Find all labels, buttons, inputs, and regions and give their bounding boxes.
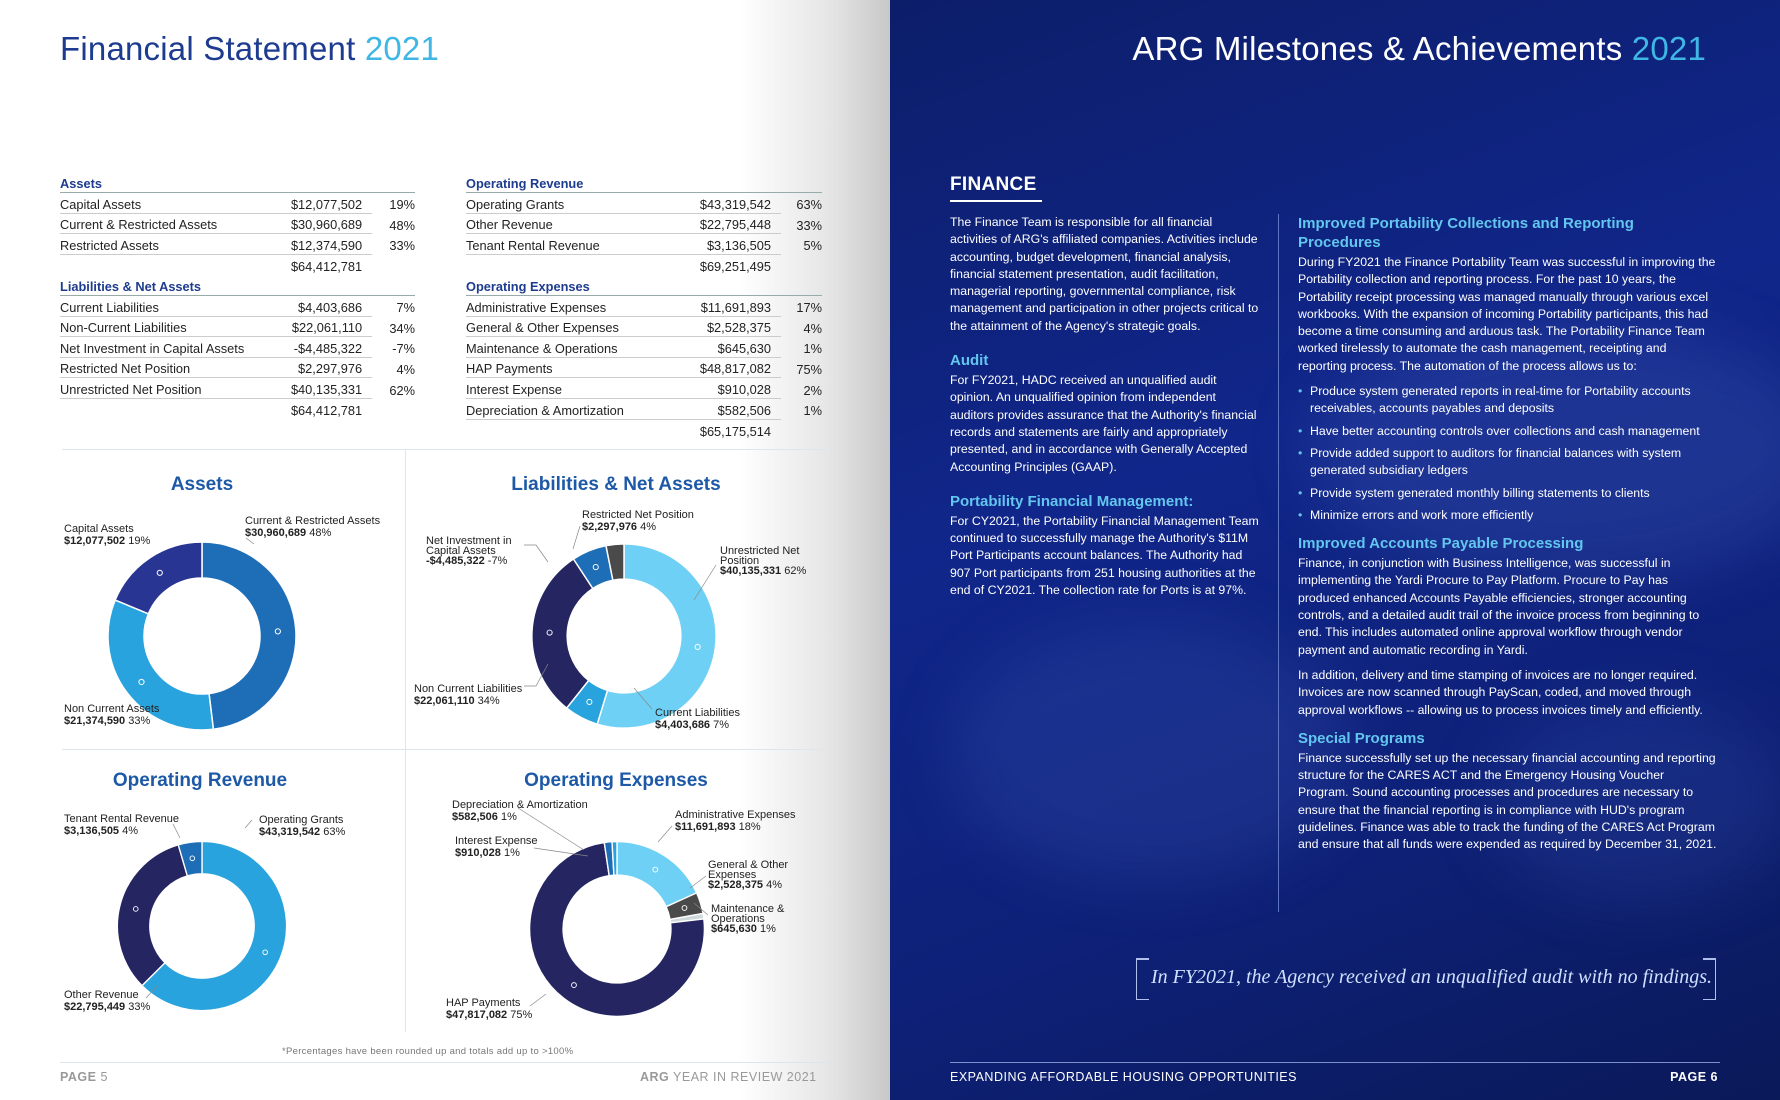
row-label: Other Revenue [466,213,698,234]
row-label: Restricted Net Position [60,357,291,378]
audit-heading: Audit [950,352,989,370]
row-label: General & Other Expenses [466,316,698,337]
page-title-text: ARG Milestones & Achievements [1132,30,1623,67]
label-maintenance-operations: Maintenance & Operations $645,630 1% [711,903,785,935]
leader-line [524,545,548,562]
row-value: $12,374,590 [291,234,372,255]
table-header: Operating Revenue [466,172,822,193]
row-value: $40,135,331 [291,378,372,399]
footer-rule [60,1062,830,1063]
improved-portability-paragraph: During FY2021 the Finance Portability Team was successful in improving the Portability collection and reporting process. For the past 10 years, the Portability receipt processing was managed manually through various excel workbooks. With the expansion of incoming Portability participants, this had become a time consuming and arduous task. The Portability Finance Team worked tirelessly to automate the cash management, receipting and reporting process. The automation of the process allows us to: [1298,255,1716,373]
bullet-item: • Provide system generated monthly billing statements to clients [1298,485,1718,502]
footer-page-number: PAGE 6 [1670,1070,1718,1084]
row-percent: 17% [796,300,822,316]
row-value: $910,028 [698,378,781,399]
label-non-current-liabilities: Non Current Liabilities $22,061,110 34% [414,683,523,707]
page-title-right [1132,30,1706,68]
column-divider [1278,214,1279,912]
label-unrestricted-net-position: Unrestricted Net Position $40,135,331 62% [720,545,807,577]
automation-bullet-list [1298,383,1718,524]
leader-line [658,826,672,842]
row-total: $64,412,781 [290,403,363,419]
row-label: Capital Assets [60,193,291,214]
bullet-item: • Have better accounting controls over collections and cash management [1298,423,1718,440]
row-label: HAP Payments [466,357,698,378]
row-value: $2,297,976 [291,357,372,378]
leader-line [524,664,548,686]
row-value: $43,319,542 [698,193,781,214]
portability-paragraph: For CY2021, the Portability Financial Management Team continued to successfully manage the Authority's $11M Port Participants account balances. The Authority had 907 Port participants from 251 housing authorities at the end of CY2021. The collection rate for Ports is at 97%. [950,513,1259,598]
row-label: Net Investment in Capital Assets [60,337,291,358]
row-label: Current & Restricted Assets [60,213,291,234]
row-value: $3,136,505 [698,234,781,255]
label-current-liabilities: Current Liabilities $4,403,686 7% [655,707,740,731]
row-percent: 4% [803,320,822,336]
row-percent: 7% [396,300,415,316]
row-label: Tenant Rental Revenue [466,234,698,255]
footer-page-number: PAGE 5 [60,1070,108,1084]
row-label: Restricted Assets [60,234,291,255]
row-label: Administrative Expenses [466,296,698,317]
row-label: Unrestricted Net Position [60,378,291,399]
page-title-text: Financial Statement [60,30,356,67]
row-percent: 4% [396,361,415,377]
row-percent: 75% [796,361,822,377]
row-value: $2,528,375 [698,316,781,337]
leader-line [694,565,716,600]
row-value: $22,061,110 [291,316,372,337]
chart-title-expenses: Operating Expenses [524,770,708,791]
row-percent: 34% [389,320,415,336]
special-programs-heading: Special Programs [1298,729,1425,747]
label-restricted-net-position: Restricted Net Position $2,297,976 4% [582,509,694,533]
row-label: Maintenance & Operations [466,337,698,358]
ap-paragraph-2: In addition, delivery and time stamping of invoices are no longer required. Invoices are now scanned through PayScan, coded, and moved through approval workflows -- allowing us to process invoices timely and efficiently. [1298,667,1703,717]
row-percent: -7% [392,341,415,357]
row-value: $582,506 [698,399,781,420]
row-label: Depreciation & Amortization [466,399,698,420]
label-hap-payments: HAP Payments $47,817,082 75% [446,997,533,1021]
row-percent: 63% [796,197,822,213]
page-title-year: 2021 [1631,30,1706,67]
row-value: $4,403,686 [291,296,372,317]
leader-line [534,848,588,856]
leader-line [694,903,708,915]
left-column [950,214,1260,607]
chart-title-liabilities: Liabilities & Net Assets [511,474,721,495]
label-interest-expense: Interest Expense $910,028 1% [455,835,538,859]
row-value: $645,630 [698,337,781,358]
row-value: $11,691,893 [698,296,781,317]
table-header: Operating Expenses [466,275,822,296]
leader-line [634,688,652,709]
row-percent: 19% [389,197,415,213]
label-tenant-rental-revenue: Tenant Rental Revenue $3,136,505 4% [64,813,179,837]
audit-paragraph: For FY2021, HADC received an unqualified audit opinion. An unqualified opinion from independent auditors provides assurance that the Authority's financial records and statements are fairly and appropriately presented, and in accordance with Generally Accepted Accounting Principles (GAAP). [950,373,1257,474]
bullet-item: • Provide added support to auditors for financial balances with system generated subsidiary ledgers [1298,445,1718,480]
label-other-revenue: Other Revenue $22,795,449 33% [64,989,151,1013]
footer-year-in-review: ARG YEAR IN REVIEW 2021 [640,1070,817,1084]
table-header: Liabilities & Net Assets [60,275,415,296]
label-administrative-expenses: Administrative Expenses $11,691,893 18% [675,809,796,833]
leader-line [530,994,546,1006]
row-percent: 5% [803,238,822,254]
pull-quote [1136,958,1716,1000]
row-label: Current Liabilities [60,296,291,317]
row-percent: 33% [796,217,822,233]
pull-quote-text: In FY2021, the Agency received an unqualified audit with no findings. [1151,966,1713,988]
row-label: Interest Expense [466,378,698,399]
label-non-current-assets: Non Current Assets $21,374,590 33% [64,703,160,727]
label-current-restricted-assets: Current & Restricted Assets $30,960,689 48% [245,515,381,539]
label-net-investment: Net Investment in Capital Assets -$4,485,322 -7% [426,535,512,567]
label-capital-assets: Capital Assets $12,077,502 19% [64,523,151,547]
label-general-other-expenses: General & Other Expenses $2,528,375 4% [708,859,789,891]
improved-portability-heading: Improved Portability Collections and Reporting Procedures [1298,215,1634,251]
row-percent: 33% [389,238,415,254]
label-depreciation: Depreciation & Amortization $582,506 1% [452,799,588,823]
bullet-item: • Minimize errors and work more efficiently [1298,507,1718,524]
row-percent: 62% [389,382,415,398]
row-label: Non-Current Liabilities [60,316,291,337]
chart-title-revenue: Operating Revenue [112,770,288,791]
row-total: $65,175,514 [699,423,771,439]
footer-rule [950,1062,1720,1063]
portability-heading: Portability Financial Management: [950,492,1194,510]
row-total: $69,251,495 [699,258,771,274]
chart-title-assets: Assets [170,474,234,495]
bullet-item: • Produce system generated reports in real-time for Portability accounts receivables, accounts payables and deposits [1298,383,1718,418]
row-percent: 2% [803,382,822,398]
right-column [1298,214,1718,862]
footnote: *Percentages have been rounded up and totals add up to >100% [282,1046,574,1057]
row-value: $12,077,502 [291,193,372,214]
row-value: $22,795,448 [698,213,781,234]
intro-paragraph: The Finance Team is responsible for all financial activities of ARG's affiliated companies. Activities include accounting, budget development, financial analysis, financial statement presentation, audit facilitation, managerial reporting, governmental compliance, risk management and participation in other projects critical to the attainment of the Agency's strategic goals. [950,215,1259,333]
ap-paragraph-1: Finance, in conjunction with Business Intelligence, was successful in implementing the Yardi Procure to Pay Platform. Procure to Pay has produced enhanced Accounts Payable efficiencies, stronger accounting controls, and a detailed audit trail of the invoice process from beginning to end. This includes automated online approval workflow through vendor payment and automatic recording in Yardi. [1298,556,1700,657]
row-label: Operating Grants [466,193,698,214]
section-underline [950,200,1042,202]
special-programs-paragraph: Finance successfully set up the necessary financial accounting and reporting structure for the CARES ACT and the Emergency Housing Voucher Program. Sound accounting processes and procedures are necessary to ensure that the financial reporting is in compliance with HUD's program guidelines. Finance was able to track the funding of the CARES Act Program and ensure that all funds were expended as required by December 31, 2021. [1298,750,1717,852]
row-percent: 1% [803,341,822,357]
section-heading: FINANCE [950,174,1037,195]
page-title-year: 2021 [364,30,440,67]
footer-tagline: EXPANDING AFFORDABLE HOUSING OPPORTUNITIES [950,1070,1297,1084]
row-percent: 48% [389,217,415,233]
background-glow [950,620,1350,880]
right-page [890,0,1780,1100]
row-value: -$4,485,322 [291,337,372,358]
row-value: $30,960,689 [291,213,372,234]
row-percent: 1% [803,403,822,419]
leader-line [573,526,580,549]
row-total: $64,412,781 [290,258,363,274]
row-value: $48,817,082 [698,357,781,378]
ap-heading: Improved Accounts Payable Processing [1298,535,1584,553]
leader-line [245,820,252,828]
table-header: Assets [60,172,415,193]
label-operating-grants: Operating Grants $43,319,542 63% [259,814,346,838]
leader-line [690,876,706,888]
